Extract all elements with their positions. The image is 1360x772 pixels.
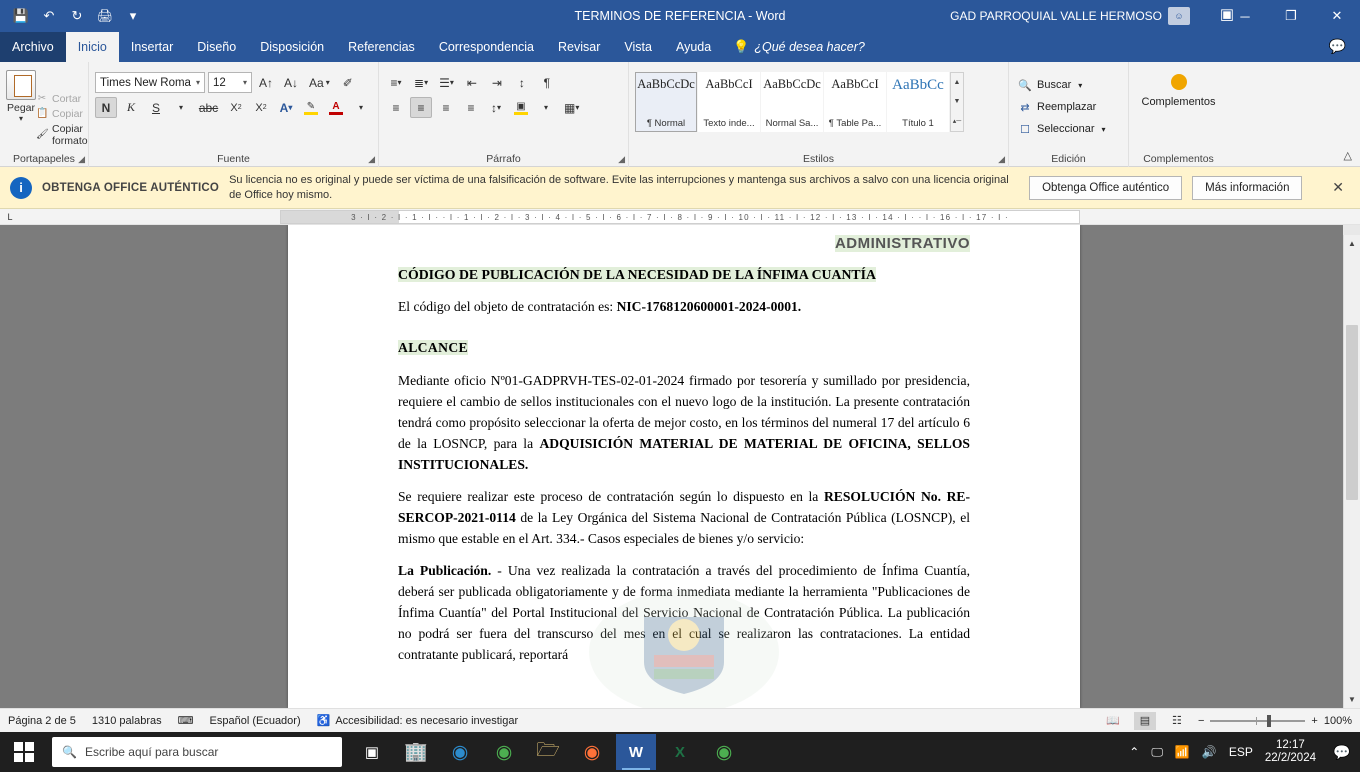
clear-formatting-icon[interactable]: ✐ bbox=[342, 75, 353, 90]
multilevel-list-button[interactable]: ☰ ▾ bbox=[439, 75, 454, 90]
line-spacing-button[interactable]: ↕ ▾ bbox=[490, 100, 501, 115]
scroll-up-icon[interactable]: ▲ bbox=[953, 79, 961, 87]
document-page[interactable] bbox=[288, 225, 1080, 708]
codigo-value: NIC-1768120600001-2024-0001. bbox=[616, 299, 802, 315]
styles-dialog-launcher[interactable]: ◢ bbox=[998, 154, 1005, 164]
font-color-letter: A bbox=[332, 100, 340, 112]
style-name: Título 1 bbox=[902, 118, 934, 129]
system-tray[interactable] bbox=[1129, 732, 1360, 772]
tab-insertar[interactable]: Insertar bbox=[130, 40, 174, 54]
scroll-up-icon[interactable]: ▲ bbox=[1344, 235, 1360, 252]
borders-button[interactable]: ▦ ▾ bbox=[564, 100, 580, 115]
paintbrush-icon: 🖌 bbox=[36, 129, 49, 140]
horizontal-ruler[interactable] bbox=[280, 210, 1080, 224]
page-header-right bbox=[288, 235, 1080, 252]
p3-text-a: La Publicación. bbox=[398, 563, 492, 578]
title-bar bbox=[0, 0, 1360, 32]
style-preview: AaBbCcI bbox=[831, 77, 879, 91]
zoom-out-button[interactable]: − bbox=[1197, 714, 1205, 727]
font-color-dropdown-icon[interactable]: ▾ bbox=[358, 103, 363, 112]
document-body[interactable] bbox=[288, 264, 1080, 665]
info-icon: i bbox=[10, 177, 32, 199]
paragraph-publicacion bbox=[398, 560, 970, 665]
style-preview: AaBbCcDc bbox=[637, 77, 695, 91]
heading-codigo-text: CÓDIGO DE PUBLICACIÓN DE LA NECESIDAD DE LA ÍNFIMA CUANTÍA bbox=[398, 267, 876, 282]
widgets-icon[interactable]: 🏢 bbox=[404, 742, 428, 763]
chevron-down-icon[interactable]: ▾ bbox=[1078, 80, 1083, 90]
replace-button[interactable] bbox=[1015, 96, 1122, 118]
highlighter-icon: ✎ bbox=[306, 100, 316, 112]
print-layout-button[interactable]: ▤ bbox=[1134, 712, 1156, 730]
style-titulo-1[interactable] bbox=[887, 72, 949, 132]
quick-access-toolbar[interactable] bbox=[0, 4, 146, 28]
group-parrafo bbox=[378, 62, 628, 167]
paste-button[interactable] bbox=[6, 66, 36, 167]
close-button[interactable]: ✕ bbox=[1331, 8, 1343, 23]
p2-text-a: Se requiere realizar este proceso de contratación según lo dispuesto en la bbox=[398, 488, 824, 504]
account-name: GAD PARROQUIAL VALLE HERMOSO bbox=[950, 9, 1162, 23]
addins-label: Complementos bbox=[1141, 96, 1216, 108]
font-color-button[interactable] bbox=[325, 97, 347, 118]
align-center-button[interactable]: ≡ bbox=[410, 97, 432, 118]
styles-gallery-scroll[interactable] bbox=[950, 72, 964, 132]
copy-icon: 📋 bbox=[36, 108, 49, 119]
align-right-button[interactable]: ≡ bbox=[442, 100, 450, 115]
style-texto-independiente[interactable] bbox=[698, 72, 760, 132]
select-button[interactable] bbox=[1015, 118, 1122, 140]
p2-text-b: RESOLUCIÓN No. RE-SERCOP-2021-0114 bbox=[398, 488, 971, 525]
group-label-complementos: Complementos bbox=[1143, 153, 1214, 165]
group-fuente bbox=[88, 62, 378, 167]
network-icon[interactable]: 📶 bbox=[1174, 745, 1190, 759]
strikethrough-button[interactable]: abc bbox=[198, 100, 219, 115]
collapse-ribbon-icon[interactable]: △ bbox=[1343, 150, 1352, 162]
group-label-portapapeles: Portapapeles bbox=[13, 153, 75, 165]
tab-disposicion[interactable]: Disposición bbox=[260, 40, 325, 54]
sort-button[interactable]: ↕ bbox=[518, 75, 525, 90]
paragraph-alcance-2 bbox=[398, 486, 970, 549]
zoom-in-button[interactable]: + bbox=[1311, 714, 1318, 727]
restore-button[interactable]: ❐ bbox=[1285, 8, 1297, 23]
banner-title: OBTENGA OFFICE AUTÉNTICO bbox=[42, 181, 220, 194]
license-banner bbox=[0, 167, 1360, 209]
font-size-value: 12 bbox=[213, 76, 226, 89]
change-case-label: Aa bbox=[309, 75, 324, 90]
group-label-edicion: Edición bbox=[1051, 153, 1086, 165]
shading-button[interactable] bbox=[510, 97, 532, 118]
paragraph-dialog-launcher[interactable]: ◢ bbox=[618, 154, 625, 164]
monitor-icon[interactable]: 🖵 bbox=[1151, 744, 1163, 759]
zoom-slider[interactable] bbox=[1210, 720, 1305, 722]
word-icon[interactable]: W bbox=[616, 734, 656, 770]
tab-referencias[interactable]: Referencias bbox=[348, 40, 415, 54]
find-label: Buscar bbox=[1037, 79, 1072, 91]
grow-font-button[interactable]: A↑ bbox=[259, 75, 274, 90]
tab-inicio[interactable]: Inicio bbox=[66, 32, 119, 62]
copy-button[interactable] bbox=[36, 108, 88, 120]
lightbulb-icon: 💡 bbox=[733, 39, 750, 54]
chrome-icon[interactable]: ◉ bbox=[495, 741, 513, 763]
select-icon: ☐ bbox=[1020, 123, 1030, 136]
scroll-down-icon[interactable]: ▼ bbox=[1344, 691, 1360, 708]
group-complementos bbox=[1128, 62, 1228, 167]
chevron-down-icon[interactable]: ▾ bbox=[18, 114, 23, 123]
account-area[interactable] bbox=[950, 7, 1190, 25]
header-text: ADMINISTRATIVO bbox=[834, 235, 970, 252]
format-painter-button[interactable] bbox=[36, 123, 88, 147]
cut-label: Cortar bbox=[52, 92, 82, 105]
ribbon bbox=[0, 62, 1360, 167]
find-button[interactable] bbox=[1015, 74, 1122, 96]
start-button[interactable] bbox=[0, 732, 48, 772]
p1-text-a: Mediante oficio Nº01-GADPRVH-TES-02-01-2024 firmado por tesorería y sumillado por presidencia, requiere el cambio de sellos institucionales con el nuevo logo de la institución. La presente contratación tendrá como propósito seleccionar la oferta de mejor costo, en los términos del numeral 17 del artículo 6 de la LOSNCP, para la bbox=[398, 372, 970, 451]
clock-date: 22/2/2024 bbox=[1264, 752, 1316, 764]
tab-diseno[interactable]: Diseño bbox=[197, 40, 237, 54]
text-effects-button[interactable]: A ▾ bbox=[279, 100, 293, 115]
more-styles-icon[interactable]: ▴─ bbox=[952, 118, 962, 126]
scrollbar-thumb[interactable] bbox=[1346, 325, 1358, 500]
banner-close-icon[interactable]: ✕ bbox=[1332, 179, 1344, 195]
paste-label: Pegar bbox=[6, 102, 36, 114]
addins-button[interactable] bbox=[1135, 66, 1222, 108]
superscript-button[interactable]: X 2 bbox=[255, 101, 267, 114]
taskbar bbox=[0, 732, 1360, 772]
notifications-icon[interactable]: 💬 bbox=[1333, 743, 1351, 760]
tell-me-box[interactable] bbox=[723, 32, 875, 62]
tab-ayuda[interactable]: Ayuda bbox=[675, 40, 712, 54]
group-portapapeles bbox=[0, 62, 88, 167]
paste-icon bbox=[6, 70, 36, 100]
style-preview: AaBbCcDc bbox=[763, 77, 821, 91]
style-name: ¶ Normal bbox=[646, 118, 686, 129]
document-area[interactable] bbox=[0, 225, 1360, 708]
addins-icon bbox=[1171, 74, 1187, 90]
zoom-controls[interactable] bbox=[1198, 715, 1352, 727]
italic-button[interactable]: K bbox=[126, 100, 135, 114]
edge-icon[interactable]: ◉ bbox=[451, 741, 469, 763]
chevron-down-icon[interactable]: ▾ bbox=[242, 78, 247, 87]
more-info-button[interactable]: Más información bbox=[1192, 176, 1302, 200]
shrink-font-button[interactable]: A↓ bbox=[284, 75, 299, 90]
underline-dropdown-icon[interactable]: ▾ bbox=[178, 103, 183, 112]
bold-button[interactable]: N bbox=[95, 97, 117, 118]
style-name: ¶ Table Pa... bbox=[828, 118, 882, 129]
font-size-combo[interactable] bbox=[208, 72, 252, 93]
language-indicator[interactable]: ESP bbox=[1228, 745, 1253, 759]
style-preview: AaBbCcI bbox=[705, 77, 753, 91]
replace-icon: ⇄ bbox=[1020, 101, 1030, 114]
search-icon: 🔍 bbox=[62, 745, 77, 759]
p1-text-b: ADQUISICIÓN MATERIAL DE MATERIAL DE OFICINA, SELLOS INSTITUCIONALES. bbox=[398, 435, 970, 472]
increase-indent-button[interactable]: ⇥ bbox=[491, 75, 502, 90]
format-painter-label: Copiar formato bbox=[52, 122, 88, 147]
style-table-paragraph[interactable] bbox=[824, 72, 886, 132]
file-explorer-icon[interactable]: 🗁 bbox=[536, 740, 560, 761]
chevron-down-icon[interactable]: ▾ bbox=[1101, 124, 1106, 134]
redo-icon[interactable]: ↻ bbox=[71, 8, 83, 23]
ruler-bar bbox=[0, 209, 1360, 225]
task-view-icon[interactable]: ▣ bbox=[364, 744, 380, 761]
chrome-window-icon[interactable]: ◉ bbox=[715, 741, 733, 763]
zoom-level[interactable]: 100% bbox=[1323, 714, 1352, 727]
font-name-value: Times New Roma bbox=[100, 76, 191, 89]
clock[interactable] bbox=[1265, 739, 1316, 765]
volume-icon[interactable]: 🔊 bbox=[1201, 745, 1217, 759]
tab-revisar[interactable]: Revisar bbox=[558, 40, 601, 54]
group-edicion bbox=[1008, 62, 1128, 167]
get-genuine-office-button[interactable]: Obtenga Office auténtico bbox=[1029, 176, 1182, 200]
subscript-button[interactable]: X 2 bbox=[230, 101, 242, 114]
p2-text-c: de la Ley Orgánica del Sistema Nacional de Contratación Pública (LOSNCP), el mismo que estable en el Art. 334.- Casos especiales de bienes y/o servicio: bbox=[398, 509, 970, 546]
shading-icon: ▣ bbox=[516, 100, 526, 112]
windows-logo-icon bbox=[14, 742, 34, 762]
select-label: Seleccionar bbox=[1037, 123, 1095, 135]
p3-text-b: - Una vez realizada la contratación a través del procedimiento de Ínfima Cuantía, deberá ser publicada obligatoriamente y de forma inmediata mediante la herramienta "Publicaciones de Ínfima Cuantía" del Portal Institucional del Servicio Nacional de Contratación Pública. La publicación no podrá ser fuera del transcurso del mes en el cual se realizaron las contrataciones. La entidad contratante publicará, reportará bbox=[398, 563, 970, 663]
bullets-button[interactable]: ≡ ▾ bbox=[390, 75, 402, 90]
language-indicator[interactable]: Español (Ecuador) bbox=[209, 714, 301, 727]
section-alcance bbox=[398, 337, 970, 358]
style-preview: AaBbCc bbox=[892, 77, 944, 93]
web-layout-button[interactable]: ☷ bbox=[1172, 715, 1182, 727]
accessibility-label: Accesibilidad: es necesario investigar bbox=[335, 714, 519, 727]
search-placeholder: Escribe aquí para buscar bbox=[84, 745, 219, 759]
shading-dropdown-icon[interactable]: ▾ bbox=[543, 103, 548, 112]
ruler-ticks: 3 · I · 2 · I · 1 · I · · I · 1 · I · 2 · I · 3 · I · 4 · I · 5 · I · 6 · I · 7 · I · 8 · I · 9 · I · 10 · I · 11 · I · 12 · I · 13 · I · 14 · I · · I · 16 · I · 17 · I · bbox=[351, 212, 1009, 222]
codigo-prefix: El código del objeto de contratación es: bbox=[398, 299, 617, 315]
tab-correspondencia[interactable]: Correspondencia bbox=[438, 40, 535, 54]
font-dialog-launcher[interactable]: ◢ bbox=[368, 154, 375, 164]
paragraph-alcance-1 bbox=[398, 370, 970, 475]
ribbon-display-options-icon[interactable]: ▣ bbox=[1219, 6, 1234, 23]
group-label-fuente: Fuente bbox=[217, 153, 250, 165]
scissors-icon: ✂ bbox=[37, 93, 47, 104]
vertical-scrollbar[interactable] bbox=[1343, 225, 1360, 708]
change-case-button[interactable]: Aa ▾ bbox=[309, 75, 330, 90]
font-name-combo[interactable] bbox=[95, 72, 205, 93]
decrease-indent-button[interactable]: ⇤ bbox=[466, 75, 477, 90]
read-mode-button[interactable]: 📖 bbox=[1106, 715, 1120, 727]
tell-me-label: ¿Qué desea hacer? bbox=[754, 40, 865, 54]
clock-time: 12:17 bbox=[1276, 738, 1305, 751]
excel-icon[interactable]: X bbox=[674, 743, 685, 761]
style-name: Texto inde... bbox=[703, 118, 755, 129]
copy-label: Copiar bbox=[52, 107, 83, 120]
group-label-parrafo: Párrafo bbox=[486, 153, 521, 165]
cut-button[interactable] bbox=[36, 93, 88, 105]
customize-qat-icon[interactable]: ▾ bbox=[129, 8, 137, 23]
group-estilos bbox=[628, 62, 1008, 167]
replace-label: Reemplazar bbox=[1037, 101, 1097, 113]
page-indicator[interactable]: Página 2 de 5 bbox=[8, 714, 76, 727]
highlight-color-button[interactable] bbox=[300, 97, 322, 118]
group-label-estilos: Estilos bbox=[803, 153, 834, 165]
style-normal-sangria[interactable] bbox=[761, 72, 823, 132]
print-preview-icon[interactable]: 🖨 bbox=[96, 8, 114, 23]
show-hidden-icons-icon[interactable]: ⌃ bbox=[1129, 745, 1140, 759]
chevron-down-icon[interactable]: ▾ bbox=[195, 78, 200, 87]
tab-archivo[interactable]: Archivo bbox=[0, 32, 66, 62]
window-controls[interactable] bbox=[1219, 0, 1360, 32]
tab-stop-selector[interactable]: L bbox=[7, 211, 13, 222]
taskbar-search[interactable] bbox=[52, 737, 342, 767]
firefox-icon[interactable]: ◉ bbox=[583, 741, 601, 763]
numbering-button[interactable]: ≣ ▾ bbox=[414, 75, 429, 90]
status-bar bbox=[0, 708, 1360, 732]
proofing-icon[interactable]: ⌨ bbox=[177, 715, 194, 727]
document-title: TERMINOS DE REFERENCIA - Word bbox=[574, 9, 786, 23]
style-normal[interactable] bbox=[635, 72, 697, 132]
save-icon[interactable]: 💾 bbox=[12, 8, 30, 23]
taskbar-apps[interactable] bbox=[352, 734, 744, 770]
undo-icon[interactable]: ↶ bbox=[43, 8, 55, 23]
split-window-handle[interactable] bbox=[1343, 225, 1360, 235]
avatar[interactable]: ☺ bbox=[1168, 7, 1190, 25]
banner-message: Su licencia no es original y puede ser víctima de una falsificación de software. Evite las interrupciones y mantenga sus archivos a salvo con una licencia original de Office hoy mismo. bbox=[229, 173, 1009, 201]
word-count[interactable]: 1310 palabras bbox=[91, 714, 162, 727]
justify-button[interactable]: ≡ bbox=[467, 100, 475, 115]
ribbon-tabs[interactable] bbox=[0, 32, 1360, 62]
accessibility-icon: ♿ bbox=[316, 715, 331, 727]
align-left-button[interactable]: ≡ bbox=[392, 100, 400, 115]
minimize-button[interactable]: ─ bbox=[1240, 8, 1250, 24]
paragraph-codigo bbox=[398, 296, 970, 317]
heading-codigo-publicacion bbox=[398, 264, 970, 285]
accessibility-status[interactable] bbox=[317, 714, 519, 727]
scroll-down-icon[interactable]: ▼ bbox=[953, 98, 961, 106]
section-alcance-text: ALCANCE bbox=[398, 340, 469, 356]
tab-vista[interactable]: Vista bbox=[624, 40, 652, 54]
search-icon: 🔍 bbox=[1018, 79, 1032, 92]
style-name: Normal Sa... bbox=[765, 118, 819, 129]
comments-icon[interactable]: 💬 bbox=[1328, 38, 1346, 54]
clipboard-dialog-launcher[interactable]: ◢ bbox=[78, 154, 85, 164]
underline-button[interactable]: S bbox=[151, 100, 160, 115]
show-formatting-marks-button[interactable]: ¶ bbox=[543, 75, 551, 90]
